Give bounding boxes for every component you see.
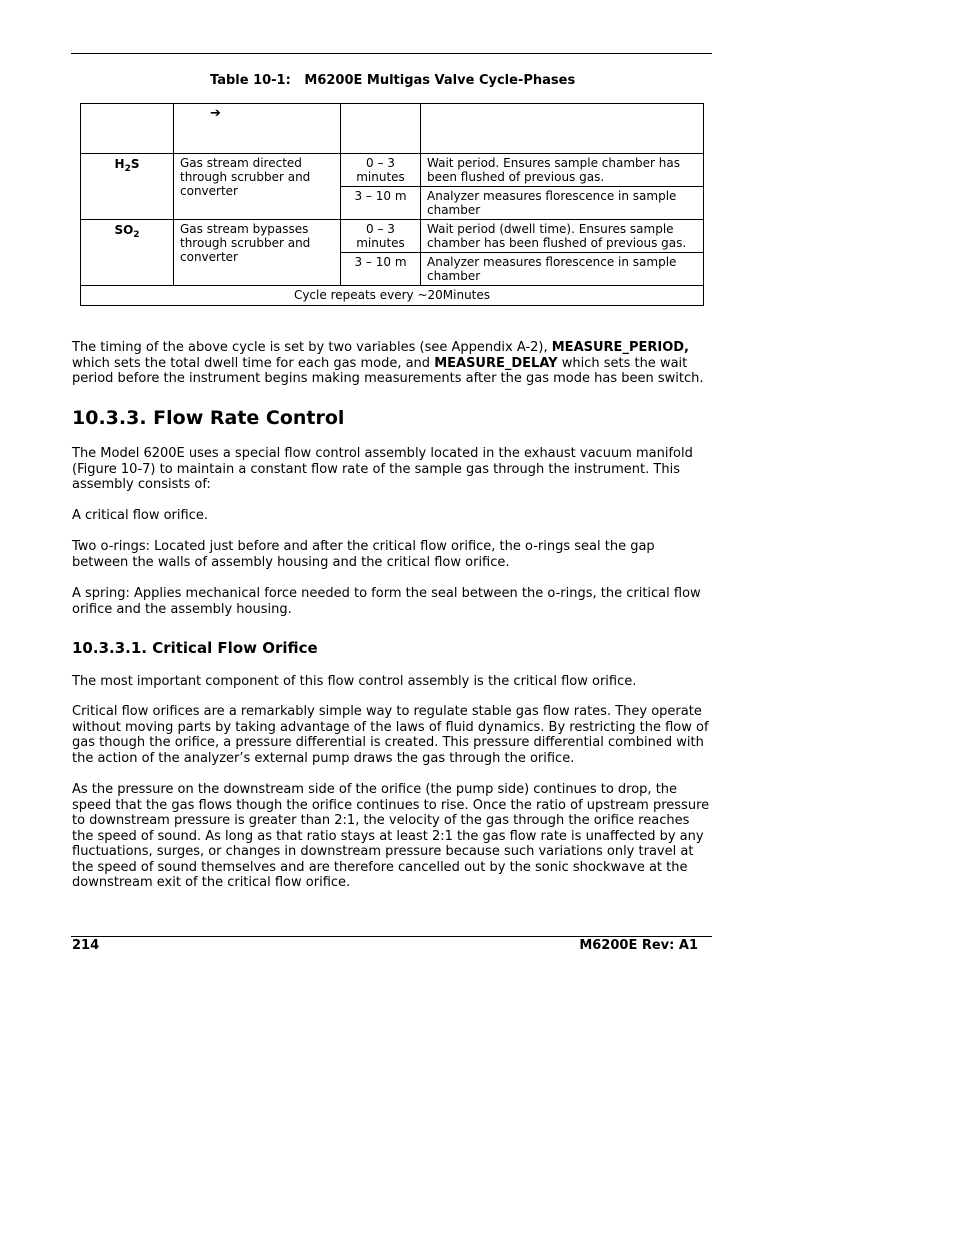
table-header-row bbox=[81, 104, 704, 154]
table-row bbox=[81, 220, 704, 253]
table-footer-row bbox=[81, 286, 704, 306]
valve-state-cell: Gas stream directed through scrubber and converter bbox=[174, 154, 341, 220]
timing-paragraph: The timing of the above cycle is set by two variables (see Appendix A-2), MEASURE_PERIOD, which sets the total dwell time for each gas mode, and MEASURE_DELAY which sets the wait period before the instrument begins making measurements after the gas mode has been switch. bbox=[72, 340, 704, 386]
phase-description-cell: Wait period (dwell time). Ensures sample chamber has been flushed of previous gas. bbox=[421, 220, 704, 253]
phase-description-cell: Analyzer measures florescence in sample chamber bbox=[421, 253, 704, 286]
valve-state-cell: Gas stream bypasses through scrubber and converter bbox=[174, 220, 341, 286]
header-cell-activity bbox=[421, 104, 704, 154]
subsection-heading: 10.3.3.1. Critical Flow Orifice bbox=[72, 639, 318, 657]
phase-description-cell: Wait period. Ensures sample chamber has been flushed of previous gas. bbox=[421, 154, 704, 187]
assembly-item-orifice: A critical flow orifice. bbox=[72, 508, 208, 523]
arrow-icon: ➔ bbox=[174, 104, 341, 154]
section-intro: The Model 6200E uses a special flow control assembly located in the exhaust vacuum manifold (Figure 10-7) to maintain a constant flow rate of the sample gas through the instrument. This assembly consists of: bbox=[72, 446, 693, 492]
phase-time-cell: 0 – 3 minutes bbox=[341, 220, 421, 253]
variable-measure-period: MEASURE_PERIOD, bbox=[551, 340, 689, 355]
cycle-repeat-note: Cycle repeats every ~20Minutes bbox=[81, 286, 704, 306]
section-heading: 10.3.3. Flow Rate Control bbox=[72, 407, 345, 429]
orifice-paragraph-3: As the pressure on the downstream side of the orifice (the pump side) continues to drop, the speed that the gas flows though the orifice continues to rise. Once the ratio of upstream pressure to downstream pressure is greater than 2:1, the velocity of the gas through the orifice reaches the speed of sound. As long as that ratio stays at least 2:1 the gas flow rate is unaffected by any fluctuations, surges, or changes in downstream pressure because such variations only travel at the speed of sound themselves and are therefore cancelled out by the sonic shockwave at the downstream exit of the critical flow orifice. bbox=[72, 782, 710, 890]
phase-time-cell: 3 – 10 m bbox=[341, 253, 421, 286]
phase-time-cell: 0 – 3 minutes bbox=[341, 154, 421, 187]
gas-cell-so2: $SO_2$ bbox=[81, 220, 174, 286]
variable-measure-delay: MEASURE_DELAY bbox=[434, 355, 558, 371]
header-rule bbox=[71, 53, 712, 54]
gas-cell-h2s: $H_2S$ bbox=[81, 154, 174, 220]
table-row bbox=[81, 154, 704, 187]
page-number: 214 bbox=[72, 938, 100, 953]
valve-cycle-table bbox=[80, 103, 704, 306]
assembly-item-o-rings: Two o-rings: Located just before and after the critical flow orifice, the o-rings seal the gap between the walls of assembly housing and the critical flow orifice. bbox=[72, 539, 655, 570]
orifice-paragraph-2: Critical flow orifices are a remarkably simple way to regulate stable gas flow rates. They operate without moving parts by taking advantage of the laws of fluid dynamics. By restricting the flow of gas though the orifice, a pressure differential is created. This pressure differential combined with the action of the analyzer’s external pump draws the gas through the orifice. bbox=[72, 704, 709, 766]
phase-description-cell: Analyzer measures florescence in sample chamber bbox=[421, 187, 704, 220]
orifice-paragraph-1: The most important component of this flow control assembly is the critical flow orifice. bbox=[72, 674, 637, 689]
assembly-item-spring: A spring: Applies mechanical force needed to form the seal between the o-rings, the critical flow orifice and the assembly housing. bbox=[72, 586, 701, 617]
table-caption: Table 10-1: M6200E Multigas Valve Cycle-Phases bbox=[210, 73, 576, 88]
document-revision: M6200E Rev: A1 bbox=[579, 938, 698, 953]
header-cell-time bbox=[341, 104, 421, 154]
header-cell-gas bbox=[81, 104, 174, 154]
footer-rule bbox=[71, 936, 712, 937]
phase-time-cell: 3 – 10 m bbox=[341, 187, 421, 220]
